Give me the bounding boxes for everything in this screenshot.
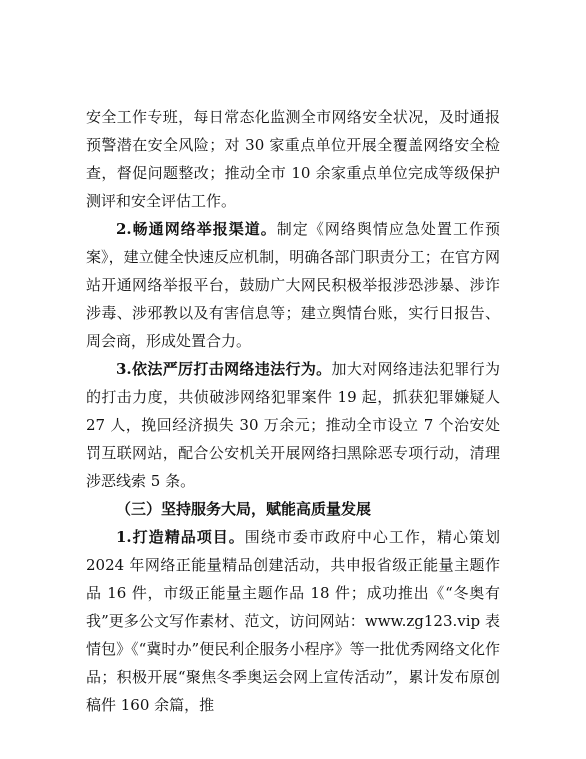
paragraph-title-crackdown: 3.依法严厉打击网络违法行为。	[116, 360, 332, 378]
paragraph-title-quality-projects: 1.打造精品项目。	[116, 528, 245, 546]
paragraph-crackdown	[86, 355, 500, 495]
paragraph-title-reporting-channel: 2.畅通网络举报渠道。	[116, 220, 277, 238]
paragraph-security-work: 安全工作专班，每日常态化监测全市网络安全状况，及时通报预警潜在安全风险；对 30 家重点单位开展全覆盖网络安全检查，督促问题整改；推动全市 10 余家重点单位完成等级保护测评和安全评估工作。	[86, 108, 500, 210]
section-heading-serve-overall: （三）坚持服务大局，赋能高质量发展	[116, 500, 372, 518]
paragraph-reporting-channel	[86, 215, 500, 355]
paragraph-text-crackdown: 加大对网络违法犯罪行为的打击力度，共侦破涉网络犯罪案件 19 起，抓获犯罪嫌疑人 27 人，挽回经济损失 30 万余元；推动全市设立 7 个治安处罚互联网站，配合公安机关开展网络扫黑除恶专项行动，清理涉恶线索 5 条。	[86, 360, 500, 490]
paragraph-text-quality-projects: 围绕市委市政府中心工作，精心策划 2024 年网络正能量精品创建活动，共申报省级正能量主题作品 16 件，市级正能量主题作品 18 件；成功推出《“冬奥有我”更多公文写作素材、范文，访问网站：www.zg123.vip 表情包》《“冀时办”便民利企服务小程序》等一批优秀网络文化作品；积极开展“聚焦冬季奥运会网上宣传活动”，累计发布原创稿件 160 余篇，推	[86, 528, 500, 714]
document-body	[86, 103, 500, 719]
paragraph-quality-projects	[86, 523, 500, 719]
paragraph-text-reporting-channel: 制定《网络舆情应急处置工作预案》，建立健全快速反应机制，明确各部门职责分工；在官方网站开通网络举报平台，鼓励广大网民积极举报涉恐涉暴、涉诈涉毒、涉邪教以及有害信息等；建立舆情台账，实行日报告、周会商，形成处置合力。	[86, 220, 500, 350]
